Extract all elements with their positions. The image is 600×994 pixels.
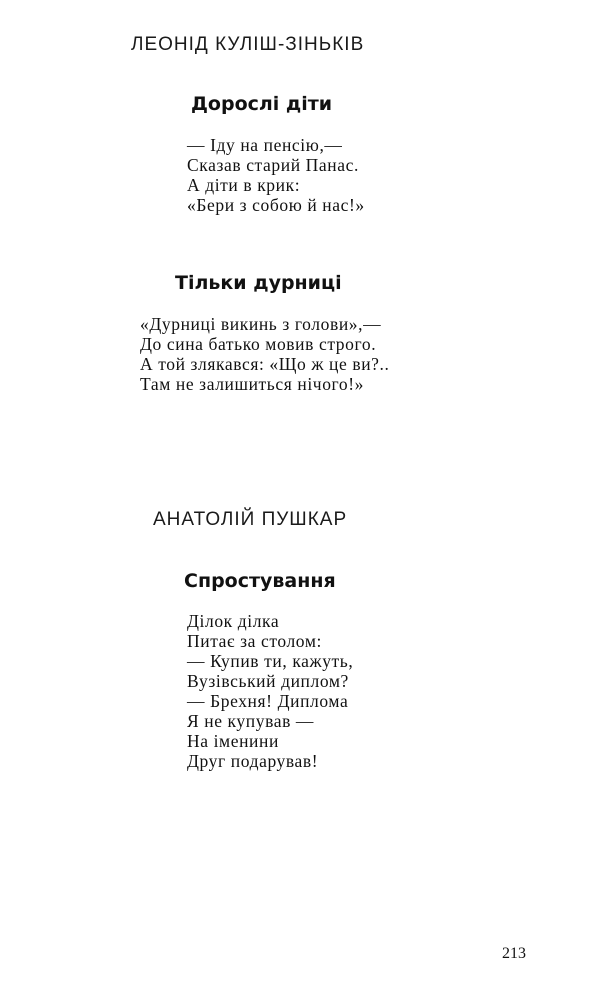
poem-line: «Бери з собою й нас!» bbox=[187, 195, 365, 215]
poem-line: «Дурниці викинь з голови»,— bbox=[140, 314, 382, 334]
poem-stanza bbox=[187, 135, 365, 215]
poem-line: Там не залишиться нічого!» bbox=[140, 374, 365, 394]
poem-line: А діти в крик: bbox=[187, 175, 301, 195]
author-name: АНАТОЛІЙ ПУШКАР bbox=[153, 509, 348, 530]
poem-title: Спростування bbox=[184, 570, 336, 592]
poem-line: Я не купував — bbox=[187, 711, 315, 731]
poem-line: А той злякався: «Що ж це ви?.. bbox=[140, 354, 390, 374]
poem-line: Питає за столом: bbox=[187, 631, 322, 651]
poem-line: — Купив ти, кажуть, bbox=[187, 651, 354, 671]
poem-line: Сказав старий Панас. bbox=[187, 155, 359, 175]
poem-line: — Іду на пенсію,— bbox=[187, 135, 343, 155]
poem-title: Дорослі діти bbox=[191, 93, 333, 115]
poem-stanza bbox=[140, 314, 389, 394]
poem-line: Друг подарував! bbox=[187, 751, 319, 771]
poem-line: Вузівський диплом? bbox=[187, 671, 349, 691]
author-name: ЛЕОНІД КУЛІШ-ЗІНЬКІВ bbox=[131, 34, 365, 55]
page-number: 213 bbox=[502, 945, 526, 962]
poem-title: Тільки дурниці bbox=[175, 272, 342, 294]
poem-line: Ділок ділка bbox=[187, 611, 280, 631]
poem-stanza bbox=[187, 611, 353, 771]
poem-line: До сина батько мовив строго. bbox=[140, 334, 377, 354]
poem-line: На іменини bbox=[187, 731, 279, 751]
poem-line: — Брехня! Диплома bbox=[187, 691, 349, 711]
